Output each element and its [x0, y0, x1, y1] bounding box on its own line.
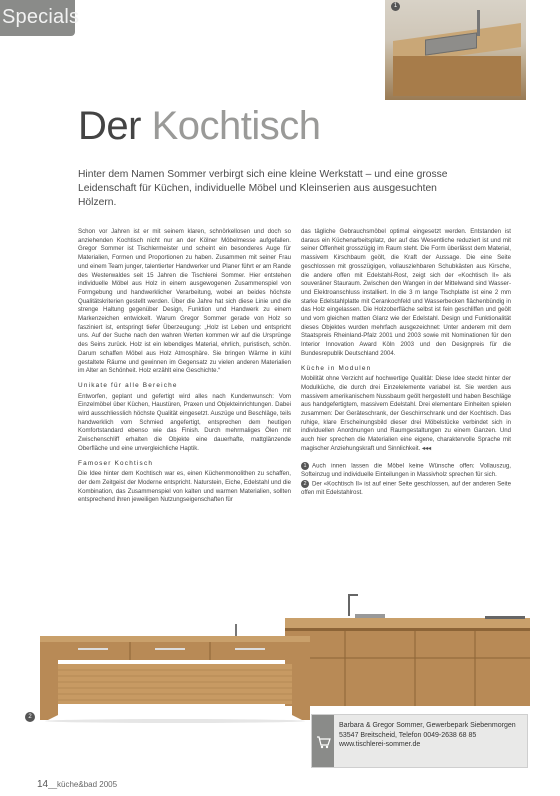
magazine-name: küche&bad 2005: [57, 780, 118, 789]
page-number: 14: [37, 779, 49, 790]
col1-heading-2: Unikate für alle Bereiche: [78, 381, 178, 389]
col2-heading-2: Küche in Modulen: [301, 364, 372, 372]
text-column-1: [78, 228, 291, 505]
col1-paragraph-3: Die Idee hinter dem Kochtisch war es, einen Küchenmonolithen zu schaffen, der dem Zeitgeist der Moderne entspricht. Naturstein, Eiche, Edelstahl und die Kombination, das Zusammenspiel von kalten und warmen Materialien, sollten entsprechend ihren jeweiligen Nutzungseigenschaften für: [78, 470, 291, 504]
end-mark: ◂◂◂: [421, 444, 432, 452]
contact-text: [339, 721, 516, 750]
contact-line-2: 53547 Breitscheid, Telefon 0049-2638 68 85: [339, 731, 477, 739]
article-title: [78, 104, 321, 149]
contact-website-link[interactable]: www.tischlerei-sommer.de: [339, 741, 421, 748]
col2-paragraph-1: das tägliche Gebrauchsmöbel optimal eingesetzt werden. Entstanden ist daraus ein Küchenarbeitsplatz, der auf das Wesentliche reduziert ist und mit seiner Offenheit grosszügig im Raum steht. Die Form überlässt dem Material, massivem Kirschbaum geölt, die Kraft der Aussage. Die eine Seite geschlossen mit grosszügigen, vollausziehbaren Schubkästen aus Kirsche, die andere offen mit Edelstahl-Rost, zeigt sich der «Kochtisch II» als souveräner Stauraum. Zwischen den Wangen in der Mittelwand sind Wasser- und Elektroanschluss installiert. In die 3 m lange Tischplatte ist eine 2 mm starke Edelstahlplatte mit Cerankochfeld und Wasserbecken flächenbündig in das Holz eingelassen. Die Holzoberfläche selbst ist fein geschliffen und geölt und vom gleichen matten Glanz wie der Edelstahl. Design und Funktionalität dieses Objektes wurden mehrfach ausgezeichnet: Unter anderem mit dem Staatspreis Rheinland-Pfalz 2001 und 2003 sowie mit Nominationen für den Interior Innovation Award Köln 2003 und den Designpreis für die Bundesrepublik Deutschland 2004.: [301, 228, 511, 357]
caption-2: 2 Der «Kochtisch II» ist auf einer Seite geschlossen, auf der anderen Seite offen mit Edelstahlrost.: [301, 480, 511, 496]
contact-box: [311, 714, 528, 768]
col2-paragraph-2: Mobilität ohne Verzicht auf hochwertige Qualität: Diese Idee steckt hinter der Modulküche, die durch drei Einzelelemente variabel ist. Sie werden aus massivem amerikanischem Nussbaum geölt hergestellt und haben Beschläge aus handgefertigtem, massivem Edelstahl. Drei elementare Einheiten spielen zusammen: Der Geräteschrank, der Geschirrschrank und der Kochtisch. Das ruhige, klare Erscheinungsbild dieser drei Möbelstücke verbindet sich in individuellen Anordnungen und Raumgestaltungen zu einem Ganzen. Und auch hier sprechen die Materialien eine eigene, charaktervolle Sprache mit magischer Anziehungskraft und Sinnlichkeit. ◂◂◂: [301, 375, 511, 452]
photo1-number-badge: 1: [391, 2, 400, 11]
section-tab: [0, 0, 80, 36]
title-part2: Kochtisch: [151, 104, 321, 148]
page-footer: 14__küche&bad 2005: [37, 779, 118, 790]
caption-1: 1 Auch innen lassen die Möbel keine Wünsche offen: Vollauszug, Softeinzug und individuelle Einteilungen in Massivholz sprechen für sich.: [301, 462, 511, 478]
contact-line-1: Barbara & Gregor Sommer, Gewerbepark Siebenmorgen: [339, 722, 516, 729]
caption-1-number: 1: [301, 462, 309, 470]
module-kitchen-photo: [30, 620, 320, 725]
title-part1: Der: [78, 104, 152, 148]
article-lead: Hinter dem Namen Sommer verbirgt sich eine kleine Werkstatt – und eine grosse Leidenschaft für Küchen, individuelle Möbel und Kleinserien aus ausgesuchten Hölzern.: [78, 169, 448, 208]
col1-paragraph-1: Schon vor Jahren ist er mit seinem klaren, schnörkellosen und doch so anziehenden Kochtisch nicht nur an der Kölner Möbelmesse aufgefallen. Gregor Sommer ist Tischlermeister und scheint ein besonderes Auge für Materialien, Formen und Proportionen zu haben. Zusammen mit seiner Frau und einem Team junger, talentierter Handwerker und Planer führt er am Rande des Westerwaldes seit 15 Jahren die Tischlerei Sommer. Hier entstehen individuelle Möbel aus Holz in einem ausgewogenen Zusammenspiel von Formgebung und handwerklicher Verarbeitung, wobei an beides höchste Qualitätskriterien gestellt werden. Über die Jahre hat sich diese Linie und die strenge Haltung gegenüber Design, Funktion und Handwerk zu einem Markenzeichen entwickelt. Warum Gregor Sommer gerade von Holz so fasziniert ist, entspringt tiefer Überzeugung: „Holz ist Leben und entspricht uns. Auf der Suche nach den wahren Werten kommen wir auf die Ursprünge des Seins zurück. Holz ist ein lebendiges Material, ehrlich, puristisch, schön. Darum schaffen Möbel aus Holz Atmosphäre. Sie bringen Wärme in kühl gestaltete Räume und gewinnen im Gegensatz zu vielen anderen Materialien im Alter an Schönheit. Holz erzählt eine Geschichte.“: [78, 228, 291, 375]
cart-icon: [312, 715, 334, 767]
caption-2-number: 2: [301, 480, 309, 488]
kitchen-drawer-photo: [385, 0, 526, 100]
text-column-2: [301, 228, 511, 498]
kitchen-island-photo: [285, 586, 530, 706]
col1-heading-3: Famoser Kochtisch: [78, 459, 154, 467]
section-tab-label: Specials: [2, 6, 80, 28]
photo2-number-badge: 2: [25, 712, 35, 722]
col1-paragraph-2: Entworfen, geplant und gefertigt wird alles nach Kundenwunsch: Vom Einzelmöbel über Küchen, Haustüren, Praxen und Objekteinrichtungen. Dabei wird ausschliesslich höchste Qualität eingesetzt. Auszüge und Beschläge, teils handwerklich vom Schmied angefertigt, entsprechen dem heutigen Komfortstandard ebenso wie das Finish. Durch mehrmaliges Ölen mit Zwischenschliff erhalten die Objekte eine dauerhafte, mattglänzende Oberfläche und eine unvergleichliche Haptik.: [78, 392, 291, 452]
